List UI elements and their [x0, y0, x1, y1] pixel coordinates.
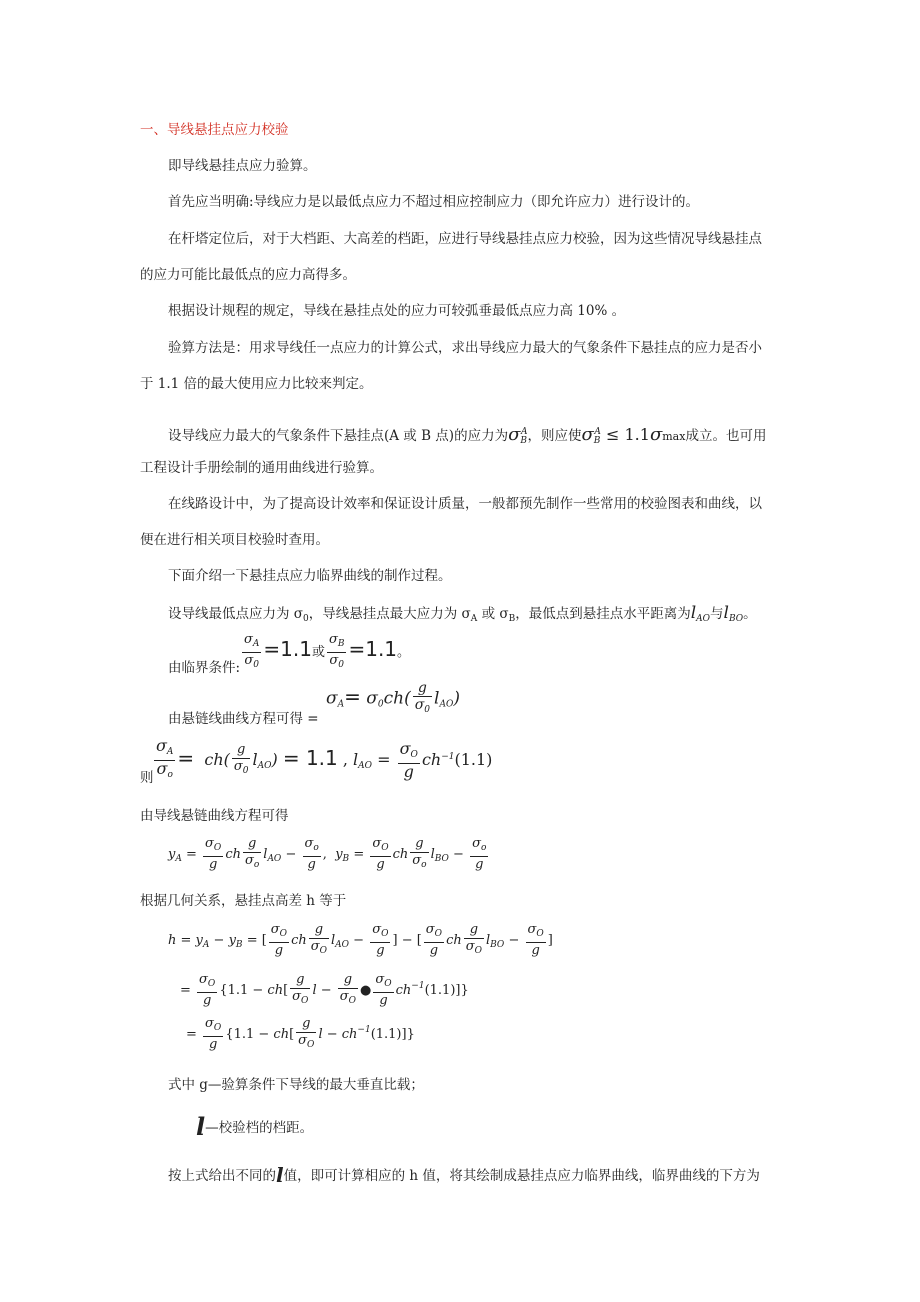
paragraph-1: 即导线悬挂点应力验算。: [168, 158, 317, 174]
paragraph-7-line-1: 在线路设计中，为了提高设计效率和保证设计质量，一般都预先制作一些常用的校验图表和曲线，以: [168, 496, 762, 512]
paragraph-3-line-2: 的应力可能比最低点的应力高得多。: [140, 267, 356, 283]
then-label: 则: [140, 770, 154, 786]
sigma-b-a-formula: $\sigma_B^A$: [508, 424, 528, 446]
where-line-1: 式中 g—验算条件下导线的最大垂直比载；: [168, 1077, 424, 1093]
paragraph-5-line-1: 验算方法是：用求导线任一点应力的计算公式，求出导线应力最大的气象条件下悬挂点的应力是否小: [168, 340, 762, 356]
paragraph-10: 由导线悬链曲线方程可得: [140, 808, 289, 824]
paragraph-3-line-1: 在杆塔定位后，对于大档距、大高差的档距，应进行导线悬挂点应力校验，因为这些情况导线悬挂点: [168, 231, 762, 247]
paragraph-11: 根据几何关系，悬挂点高差 h 等于: [140, 893, 347, 909]
ya-yb-formula: $y_A$ = $\frac{\sigma_O}{g}$ ch $\frac{g}{\sigma_o}$ $l_{AO}$ − $\frac{\sigma_o}{g}$ , $y_B$ = $\frac{\sigma_O}{g}$ ch $\frac{g}{\sigma_o}$ $l_{BO}$ − $\frac{\sigma_o}{g}$: [168, 836, 487, 872]
paragraph-6-line-2: 工程设计手册绘制的通用曲线进行验算。: [140, 460, 383, 476]
paragraph-5-line-2: 于 1.1 倍的最大使用应力比较来判定。: [140, 376, 373, 392]
where-line-2: l—校验档的档距。: [196, 1112, 314, 1141]
paragraph-7-line-2: 便在进行相关项目校验时查用。: [140, 532, 329, 548]
catenary-label: 由悬链线曲线方程可得 =: [168, 711, 319, 727]
critical-condition-label: 由临界条件:: [168, 660, 241, 676]
height-formula-line-2: = $\frac{\sigma_O}{g}$ {1.1 − ch[ $\frac{g}{\sigma_O}$ l − $\frac{g}{\sigma_O}$ ● $\frac{\sigma_O}{g}$ $ch^{-1}(1.1)$]}: [180, 972, 469, 1008]
paragraph-4: 根据设计规程的规定，导线在悬挂点处的应力可较弧垂最低点应力高 10% 。: [168, 303, 626, 319]
section-heading: 一、导线悬挂点应力校验: [140, 122, 289, 138]
height-formula-line-3: = $\frac{\sigma_O}{g}$ {1.1 − ch[ $\frac{g}{\sigma_O}$ $l - ch^{-1}(1.1)$]}: [186, 1016, 415, 1052]
paragraph-8: 下面介绍一下悬挂点应力临界曲线的制作过程。: [168, 568, 452, 584]
paragraph-2: 首先应当明确:导线应力是以最低点应力不超过相应控制应力（即允许应力）进行设计的。: [168, 194, 700, 210]
critical-condition-formula: $\frac{\sigma_A}{\sigma_0}$ =1.1或 $\frac{\sigma_B}{\sigma_0}$ =1.1。: [244, 632, 411, 670]
paragraph-9: 设导线最低点应力为 $\sigma_0$，导线悬挂点最大应力为 $\sigma_A$ 或 $\sigma_B$，最低点到悬挂点水平距离为$l_{AO}$与$l_{BO}$。: [168, 603, 757, 624]
then-formula: $\frac{\sigma_A}{\sigma_o}$ = ch( $\frac{g}{\sigma_0}$ $l_{AO}) = 1.1$ , $l_{AO}$ = $\frac{\sigma_O}{g}$ $ch^{-1}(1.1)$: [156, 736, 493, 781]
catenary-formula: $\sigma_A= \sigma_0ch$( $\frac{g}{\sigma_0}$ $l_{AO}$): [326, 680, 460, 715]
last-paragraph-line-1: 按上式给出不同的l值，即可计算相应的 h 值，将其绘制成悬挂点应力临界曲线，临界曲线的下方为: [168, 1163, 760, 1187]
height-formula-line-1: $h = y_A - y_B$ = [ $\frac{\sigma_O}{g}$ ch $\frac{g}{\sigma_O}$ $l_{AO}$ − $\frac{\sigma_O}{g}$ ] − [ $\frac{\sigma_O}{g}$ ch $\frac{g}{\sigma_O}$ $l_{BO}$ − $\frac{\sigma_O}{g}$ ]: [168, 922, 553, 958]
paragraph-6-line-1: 设导线应力最大的气象条件下悬挂点(A 或 B 点)的应力为$\sigma_B^A$，则应使$\sigma_B^A \le 1.1\sigma\max$成立。也可用: [168, 424, 767, 446]
